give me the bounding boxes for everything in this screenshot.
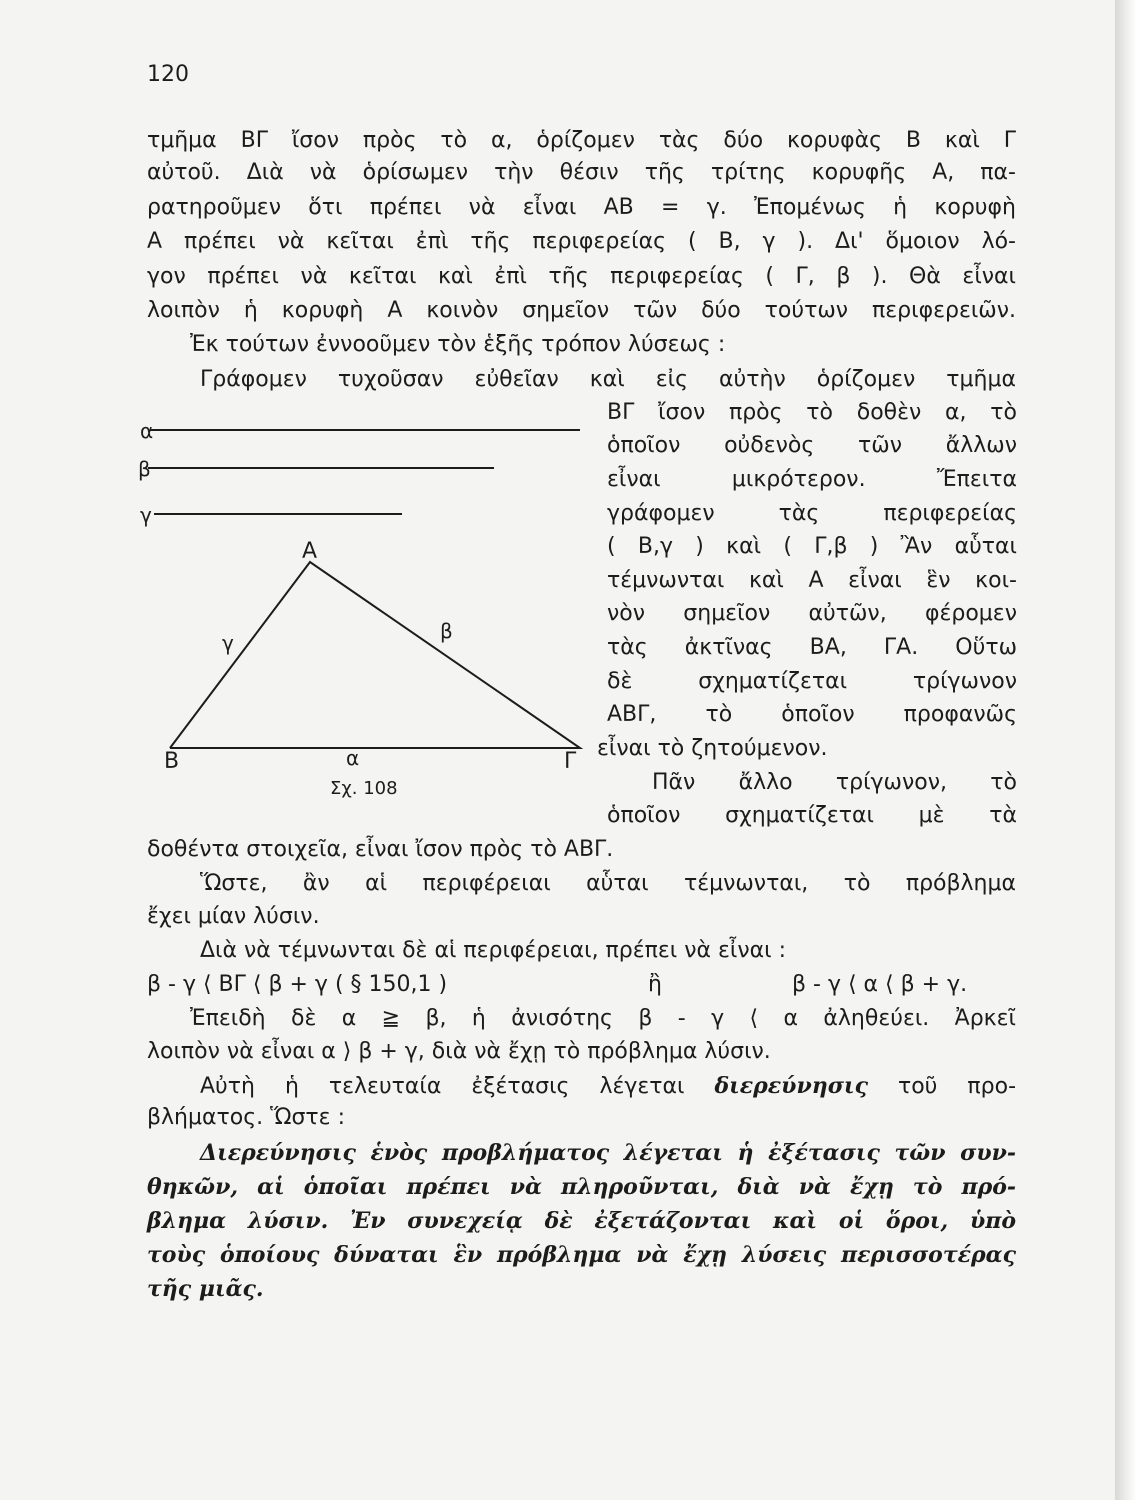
page-number: 120 bbox=[147, 62, 189, 87]
definition-line: Διερεύνησις ἑνὸς προβλήματος λέγεται ἡ ἐξέτασις τῶν συν- bbox=[200, 1140, 1016, 1166]
figure-caption: Σχ. 108 bbox=[330, 778, 398, 799]
segment-b-label: β bbox=[138, 457, 151, 481]
vertex-B-label: Β bbox=[164, 749, 180, 774]
text-line: Ὥστε, ἂν αἱ περιφέρειαι αὗται τέμνωνται, τὸ πρόβλημα bbox=[200, 871, 1016, 896]
side-AB-label: γ bbox=[222, 631, 234, 655]
text-line: δοθέντα στοιχεῖα, εἶναι ἴσον πρὸς τὸ ΑΒΓ. bbox=[147, 837, 614, 862]
vertex-G-label: Γ bbox=[564, 749, 577, 774]
text-span: Αὐτὴ ἡ τελευταία ἐξέτασις λέγεται bbox=[200, 1074, 715, 1099]
side-line: εἶναι μικρότερον. Ἔπειτα bbox=[607, 467, 1017, 492]
text-line: ἔχει μίαν λύσιν. bbox=[147, 904, 320, 929]
text-line: λοιπὸν ἡ κορυφὴ Α κοινὸν σημεῖον τῶν δύο τούτων περιφερειῶν. bbox=[147, 298, 1016, 323]
emphasis-term: διερεύνησις bbox=[714, 1073, 868, 1099]
triangle-figure bbox=[130, 410, 590, 810]
triangle-ABG bbox=[170, 562, 580, 748]
side-line: γράφομεν τὰς περιφερείας bbox=[607, 501, 1017, 526]
text-line: Γράφομεν τυχοῦσαν εὐθεῖαν καὶ εἰς αὐτὴν ὁρίζομεν τμῆμα bbox=[200, 367, 1016, 392]
side-line: τὰς ἀκτῖνας ΒΑ, ΓΑ. Οὕτω bbox=[607, 635, 1017, 660]
definition-line: τῆς μιᾶς. bbox=[147, 1276, 264, 1302]
text-line: γον πρέπει νὰ κεῖται καὶ ἐπὶ τῆς περιφερείας ( Γ, β ). Θὰ εἶναι bbox=[147, 264, 1016, 289]
vertex-A-label: Α bbox=[302, 539, 318, 564]
segment-c-label: γ bbox=[140, 503, 152, 527]
text-line: αὐτοῦ. Διὰ νὰ ὁρίσωμεν τὴν θέσιν τῆς τρίτης κορυφῆς Α, πα- bbox=[147, 160, 1016, 185]
definition-line: θηκῶν, αἱ ὁποῖαι πρέπει νὰ πληροῦνται, διὰ νὰ ἔχῃ τὸ πρό- bbox=[147, 1174, 1016, 1200]
side-line: Πᾶν ἄλλο τρίγωνον, τὸ bbox=[652, 770, 1017, 795]
side-line: ( Β,γ ) καὶ ( Γ,β ) Ἂν αὗται bbox=[607, 534, 1017, 559]
text-line: Διὰ νὰ τέμνωνται δὲ αἱ περιφέρειαι, πρέπει νὰ εἶναι : bbox=[200, 938, 786, 963]
definition-line: τοὺς ὁποίους δύναται ἓν πρόβλημα νὰ ἔχῃ λύσεις περισσοτέρας bbox=[147, 1242, 1016, 1268]
side-line: ὁποῖον οὐδενὸς τῶν ἄλλων bbox=[607, 433, 1017, 458]
definition-line: βλημα λύσιν. Ἐν συνεχείᾳ δὲ ἐξετάζονται καὶ οἱ ὅροι, ὑπὸ bbox=[147, 1208, 1016, 1234]
text-line: βλήματος. Ὥστε : bbox=[147, 1105, 345, 1130]
inequality-right: β - γ ⟨ α ⟨ β + γ. bbox=[792, 972, 968, 997]
page-edge bbox=[1115, 0, 1136, 1500]
text-line: τμῆμα ΒΓ ἴσον πρὸς τὸ α, ὁρίζομεν τὰς δύο κορυφὰς Β καὶ Γ bbox=[147, 128, 1016, 153]
inequality-left: β - γ ⟨ ΒΓ ⟨ β + γ ( § 150,1 ) bbox=[147, 972, 448, 997]
text-line: Ἐπειδὴ δὲ α ≧ β, ἡ ἀνισότης β - γ ⟨ α ἀληθεύει. Ἀρκεῖ bbox=[190, 1006, 1016, 1031]
side-line: νὸν σημεῖον αὐτῶν, φέρομεν bbox=[607, 601, 1017, 626]
text-span: τοῦ προ- bbox=[867, 1074, 1017, 1099]
side-line: ὁποῖον σχηματίζεται μὲ τὰ bbox=[607, 803, 1017, 828]
side-BG-label: α bbox=[346, 746, 360, 770]
side-line: δὲ σχηματίζεται τρίγωνον bbox=[607, 669, 1017, 694]
side-line: ΑΒΓ, τὸ ὁποῖον προφανῶς bbox=[607, 702, 1017, 727]
text-line: Ἐκ τούτων ἐννοοῦμεν τὸν ἑξῆς τρόπον λύσεως : bbox=[190, 332, 726, 357]
side-line: εἶναι τὸ ζητούμενον. bbox=[597, 736, 828, 761]
text-line: Α πρέπει νὰ κεῖται ἐπὶ τῆς περιφερείας ( Β, γ ). Δι' ὅμοιον λό- bbox=[147, 229, 1016, 254]
side-line: ΒΓ ἴσον πρὸς τὸ δοθὲν α, τὸ bbox=[607, 400, 1017, 425]
side-AG-label: β bbox=[440, 619, 453, 643]
segment-a-label: α bbox=[140, 419, 154, 443]
inequality-or: ἢ bbox=[648, 972, 662, 997]
side-line: τέμνωνται καὶ Α εἶναι ἓν κοι- bbox=[607, 568, 1017, 593]
text-line: λοιπὸν νὰ εἶναι α ⟩ β + γ, διὰ νὰ ἔχῃ τὸ πρόβλημα λύσιν. bbox=[147, 1039, 771, 1064]
text-line bbox=[200, 1073, 1016, 1099]
text-line: ρατηροῦμεν ὅτι πρέπει νὰ εἶναι ΑΒ = γ. Ἐπομένως ἡ κορυφὴ bbox=[147, 195, 1016, 220]
